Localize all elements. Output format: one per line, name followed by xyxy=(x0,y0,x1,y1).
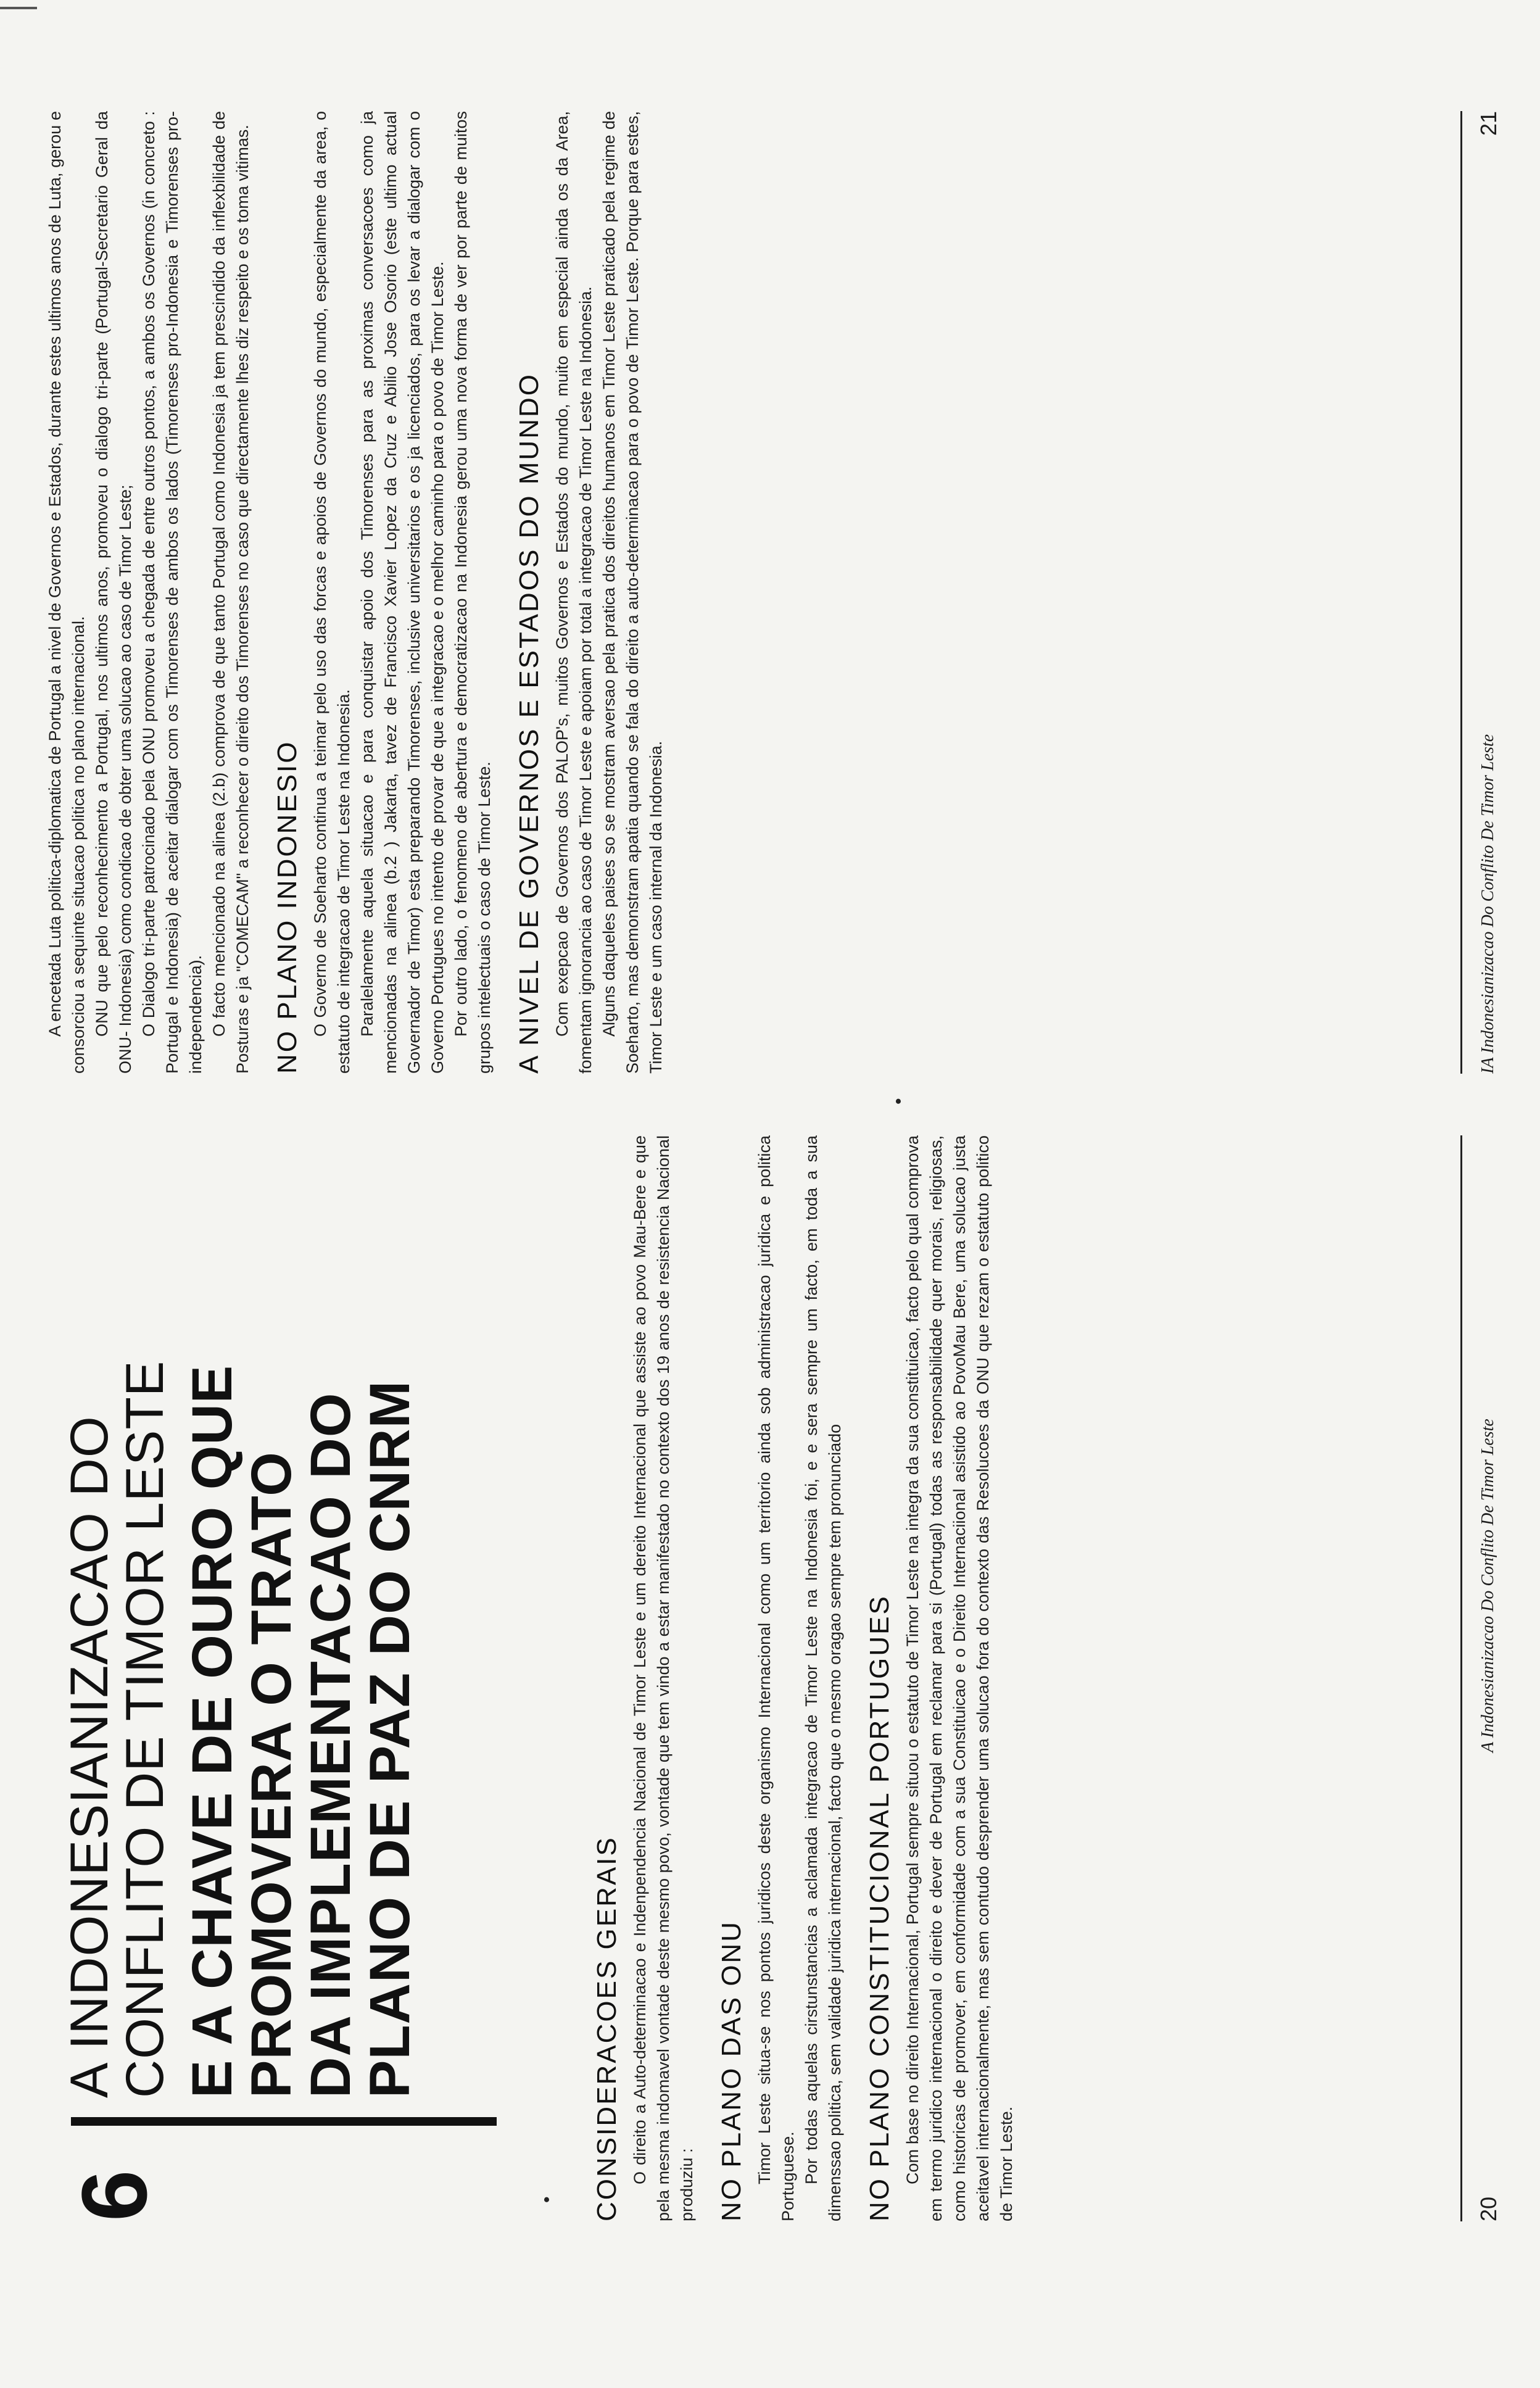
title-line: E A CHAVE DE OURO QUE xyxy=(181,1364,244,2098)
paragraph: O direito a Auto-determinacao e Indenpendencia Nacional de Timor Leste e um dereito Internacional que assiste ao povo Mau-Bere e que pela mesma indomavel vontade deste mesmo povo, vontade que tem vindo a estar manifestado no contexto dos 19 anos de resistencia Nacional produziu : xyxy=(631,1135,696,2221)
paragraph: O Dialogo tri-parte patrocinado pela ONU promoveu a chegada de entre outros pontos, a ambos os Governos (in concreto : Portugal e Indonesia) de aceitar dialogar com os Timorenses de ambos os lados (Timorenses pro-Indonesia e Timorenses pro-independencia). xyxy=(139,111,205,1074)
bullet-mark: • xyxy=(888,1098,909,1105)
section-heading: NO PLANO INDONESIO xyxy=(272,740,302,1074)
chapter-divider-bar xyxy=(71,2117,497,2126)
paragraph: Com exepcao de Governos dos PALOP's, muitos Governos e Estados do mundo, muito em especial ainda os da Area, fomentam ignorancia ao caso de Timor Leste e apoiam por total a integracao de Timor Leste na Indonesia. xyxy=(553,111,595,1074)
bullet-mark: • xyxy=(537,2196,557,2203)
paragraph: Paralelamente aquela situacao e para conquistar apoio dos Timorenses para as proximas conversacoes como ja mencionadas na alinea (b.2 ) Jakarta, tavez de Francisco Xavier Lopez da Cruz e Abilio Jose Osorio (este ultimo actual Governador de Timor) esta preparando Timorenses, inclusive universitarios e os ja licenciados, para os levar a dialogar com o Governo Portugues no intento de provar de que a integracao e o melhor caminho para o povo de Timor Leste. xyxy=(358,111,447,1074)
paragraph: Timor Leste situa-se nos pontos juridicos deste organismo Internacional como um territorio ainda sob administracao juridica e politica Portuguese. xyxy=(755,1135,797,2221)
running-title: IA Indonesianizacao Do Conflito De Timor Leste xyxy=(1478,734,1497,1074)
page-number: 20 xyxy=(1476,2196,1501,2221)
title-line: PROMOVERA O TRATO xyxy=(240,1451,303,2098)
title-line: DA IMPLEMENTACAO DO xyxy=(299,1392,362,2098)
paragraph: Com base no direito Internacional, Portugal sempre situou o estatuto de Timor Leste na integra da sua constituicao, facto pelo qual comprova em termo juridico internacional o direito e dever de Portugal em reclamar para si (Portugal) todas as responsabilidade quer morais, religiosas, como historicas de promover, em conformidade com a sua Constituicao e o Direito Internaciional asistido ao PovoMau Bere, uma solucao justa aceitavel internacionalmente, mas sem contudo desprender uma solucao fora do contexto das Resolucoes da ONU que rezam o estatuto politico de Timor Leste. xyxy=(903,1135,1016,2221)
left-page-body xyxy=(574,1135,1018,2221)
paragraph: Por todas aquelas cirstunstancias a aclamada integracao de Timor Leste na Indonesia foi, e e sera sempre um facto, em toda a sua dimenssao politica, sem validade juridica internacional, facto que o mesmo oragao sempre tem pronunciado xyxy=(802,1135,844,2221)
running-title: A Indonesianizacao Do Conflito De Timor Leste xyxy=(1478,1419,1497,1752)
section-heading: NO PLANO DAS ONU xyxy=(716,1920,747,2221)
title-line: PLANO DE PAZ DO CNRM xyxy=(358,1380,421,2098)
right-page xyxy=(43,111,1512,1074)
section-heading: A NIVEL DE GOVERNOS E ESTADOS DO MUNDO xyxy=(514,373,544,1074)
page-footer xyxy=(1460,111,1512,1074)
chapter-number: 6 xyxy=(62,2170,166,2221)
page-footer xyxy=(1460,1135,1512,2221)
paragraph: A encetada Luta politica-diplomatica de Portugal a nivel de Governos e Estados, durante estes ultimos anos de Luta, gerou e consorciou a sequinte situacao politica no plano internacional. xyxy=(46,111,88,1074)
left-page xyxy=(43,1135,1512,2221)
title-line: CONFLITO DE TIMOR LESTE xyxy=(115,1360,175,2098)
paragraph: Por outro lado, o fenomeno de abertura e democratizacao na Indonesia gerou uma nova forma de ver por parte de muitos grupos intelectuais o caso de Timor Leste. xyxy=(452,111,494,1074)
section-heading: CONSIDERACOES GERAIS xyxy=(592,1836,622,2221)
paragraph: O facto mencionado na alinea (2.b) comprova de que tanto Portugal como Indonesia ja tem prescindido da inflexbilidade de Posturas e ja "COMECAM" a reconhecer o direito dos Timorenses no caso que directamente lhes diz respeito e os toma vitimas. xyxy=(210,111,252,1074)
paragraph: Alguns daqueles paises so se mostram aversao pela pratica dos direitos humanos em Timor Leste praticado pela regime de Soeharto, mas demonstram apatia quando se fala do direito a auto-determinacao para o povo de Timor Leste. Porque para estes, Timor Leste e um caso internal da Indonesia. xyxy=(600,111,665,1074)
scan-artifact xyxy=(0,7,37,9)
paragraph: ONU que pelo reconhecimento a Portugal, nos ultimos anos, promoveu o dialogo tri-parte (Portugal-Secretario Geral da ONU- Indonesia) como condicao de obter uma solucao ao caso de Timor Leste; xyxy=(93,111,135,1074)
section-heading: NO PLANO CONSTITUCIONAL PORTUGUES xyxy=(864,1594,895,2221)
paragraph: O Governo de Soeharto continua a teimar pelo uso das forcas e apoios de Governos do mundo, especialmente da area, o estatuto de integracao de Timor Leste na Indonesia. xyxy=(311,111,353,1074)
right-page-body xyxy=(43,111,668,1074)
page-number: 21 xyxy=(1476,111,1501,136)
chapter-title xyxy=(62,1172,420,2098)
title-line: A INDONESIANIZACAO DO xyxy=(60,1416,119,2098)
